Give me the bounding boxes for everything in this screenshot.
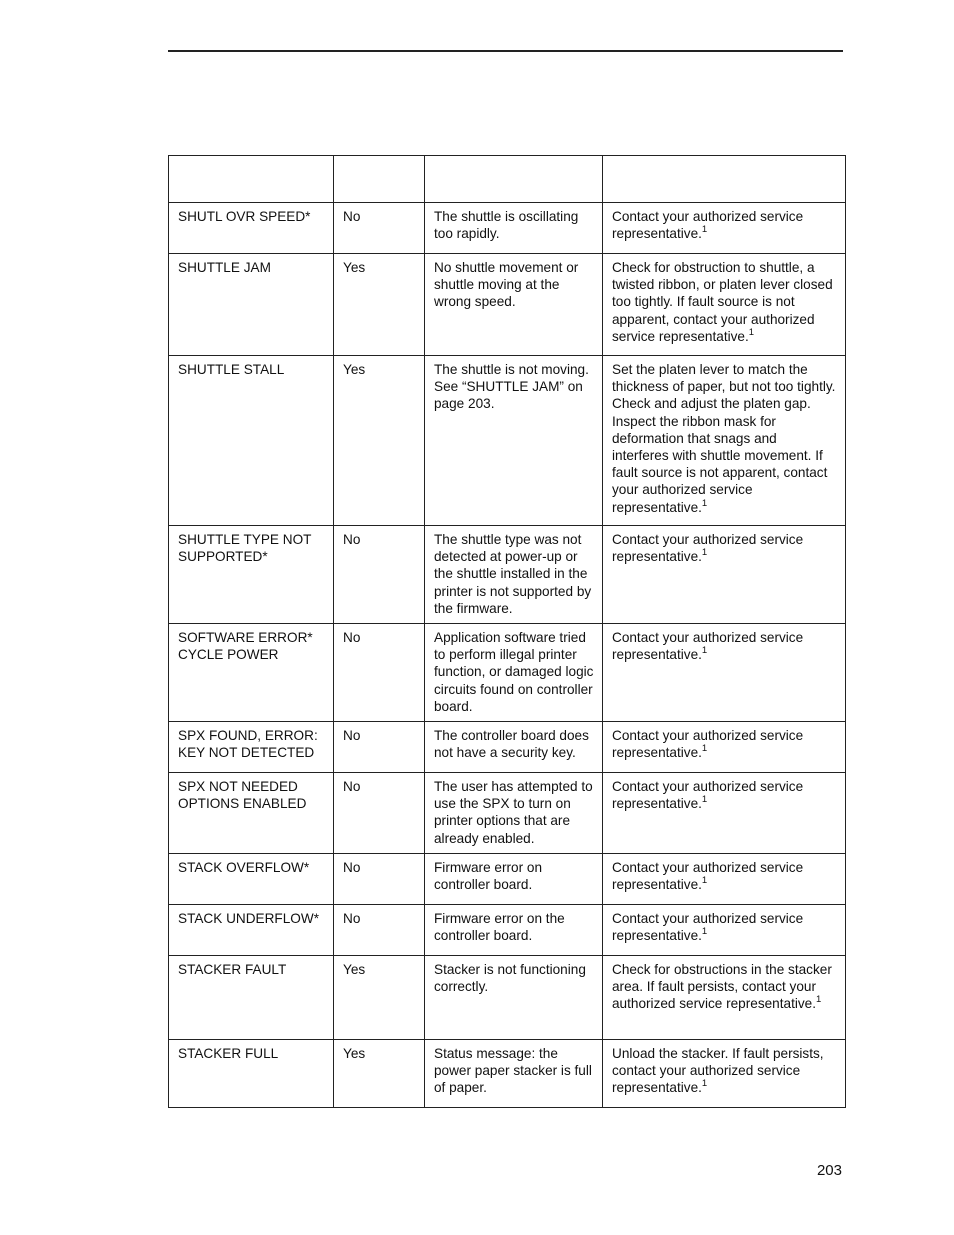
explanation-cell: The shuttle is oscillating too rapidly. <box>425 203 603 254</box>
solution-text: Contact your authorized service representative. <box>612 630 804 663</box>
explanation-cell: The user has attempted to use the SPX to turn on printer options that are already enabled. <box>425 773 603 854</box>
explanation-cell: Application software tried to perform illegal printer function, or damaged logic circuits found on controller board. <box>425 624 603 722</box>
page-number: 203 <box>816 1162 842 1179</box>
solution-cell <box>603 624 846 722</box>
reset-cell: Yes <box>334 254 425 356</box>
error-message-cell: STACKER FAULT <box>169 956 334 1040</box>
solution-cell <box>603 722 846 773</box>
solution-text: Contact your authorized service representative. <box>612 779 804 812</box>
reset-cell: Yes <box>334 1040 425 1108</box>
footnote-marker: 1 <box>701 875 708 887</box>
table-header-row <box>169 156 846 203</box>
table-row <box>169 203 846 254</box>
solution-cell <box>603 1040 846 1108</box>
reset-cell: No <box>334 905 425 956</box>
header-cell <box>169 156 334 203</box>
solution-cell <box>603 526 846 624</box>
solution-text: Contact your authorized service representative. <box>612 911 804 944</box>
error-message-cell: SHUTTLE TYPE NOT SUPPORTED* <box>169 526 334 624</box>
header-rule <box>168 50 843 52</box>
reset-cell: No <box>334 203 425 254</box>
solution-cell <box>603 356 846 526</box>
explanation-cell: The controller board does not have a security key. <box>425 722 603 773</box>
footnote-marker: 1 <box>701 224 708 236</box>
solution-text: Check for obstruction to shuttle, a twisted ribbon, or platen lever closed too tightly. If fault source is not apparent, contact your authorized service representative. <box>612 260 833 344</box>
reset-cell: No <box>334 854 425 905</box>
explanation-cell: Stacker is not functioning correctly. <box>425 956 603 1040</box>
reset-cell: No <box>334 722 425 773</box>
error-message-cell: STACK UNDERFLOW* <box>169 905 334 956</box>
footnote-marker: 1 <box>701 926 708 938</box>
footnote-marker: 1 <box>701 794 708 806</box>
solution-cell <box>603 203 846 254</box>
table-row <box>169 722 846 773</box>
explanation-cell: No shuttle movement or shuttle moving at the wrong speed. <box>425 254 603 356</box>
header-cell <box>334 156 425 203</box>
error-message-cell: STACKER FULL <box>169 1040 334 1108</box>
solution-cell <box>603 773 846 854</box>
solution-cell <box>603 905 846 956</box>
solution-text: Contact your authorized service representative. <box>612 728 804 761</box>
footnote-marker: 1 <box>748 326 755 338</box>
explanation-cell: Firmware error on controller board. <box>425 854 603 905</box>
error-message-cell: SHUTTLE STALL <box>169 356 334 526</box>
footnote-marker: 1 <box>701 497 708 509</box>
solution-text: Contact your authorized service representative. <box>612 860 804 893</box>
table-row <box>169 854 846 905</box>
explanation-cell: Firmware error on the controller board. <box>425 905 603 956</box>
solution-text: Check for obstructions in the stacker area. If fault persists, contact your authorized service representative. <box>612 962 832 1012</box>
reset-cell: No <box>334 624 425 722</box>
reset-cell: Yes <box>334 956 425 1040</box>
error-message-cell: SHUTL OVR SPEED* <box>169 203 334 254</box>
error-message-cell: SOFTWARE ERROR* CYCLE POWER <box>169 624 334 722</box>
table-row <box>169 773 846 854</box>
table-row <box>169 526 846 624</box>
solution-cell <box>603 254 846 356</box>
table-row <box>169 905 846 956</box>
solution-text: Contact your authorized service representative. <box>612 209 804 242</box>
footnote-marker: 1 <box>701 547 708 559</box>
table-row <box>169 956 846 1040</box>
explanation-cell: Status message: the power paper stacker is full of paper. <box>425 1040 603 1108</box>
footnote-marker: 1 <box>701 645 708 657</box>
explanation-cell: The shuttle type was not detected at power-up or the shuttle installed in the printer is not supported by the firmware. <box>425 526 603 624</box>
error-message-cell: SPX NOT NEEDED OPTIONS ENABLED <box>169 773 334 854</box>
footnote-marker: 1 <box>816 994 822 1006</box>
header-cell <box>603 156 846 203</box>
error-message-cell: SPX FOUND, ERROR: KEY NOT DETECTED <box>169 722 334 773</box>
explanation-cell: The shuttle is not moving. See “SHUTTLE JAM” on page 203. <box>425 356 603 526</box>
footnote-marker: 1 <box>701 743 708 755</box>
table-row <box>169 1040 846 1108</box>
solution-cell <box>603 956 846 1040</box>
solution-cell <box>603 854 846 905</box>
reset-cell: No <box>334 526 425 624</box>
solution-text: Set the platen lever to match the thickness of paper, but not too tightly. Check and adjust the platen gap. Inspect the ribbon mask for deformation that snags and interferes with shuttle movement. If fault source is not apparent, contact your authorized service representative. <box>612 362 836 515</box>
reset-cell: No <box>334 773 425 854</box>
solution-text: Contact your authorized service representative. <box>612 532 804 565</box>
header-cell <box>425 156 603 203</box>
footnote-marker: 1 <box>701 1078 708 1090</box>
error-message-cell: STACK OVERFLOW* <box>169 854 334 905</box>
table-row <box>169 254 846 356</box>
solution-text: Unload the stacker. If fault persists, contact your authorized service representative. <box>612 1046 824 1096</box>
error-message-table <box>168 155 846 1108</box>
table-row <box>169 624 846 722</box>
table-row <box>169 356 846 526</box>
reset-cell: Yes <box>334 356 425 526</box>
error-message-cell: SHUTTLE JAM <box>169 254 334 356</box>
